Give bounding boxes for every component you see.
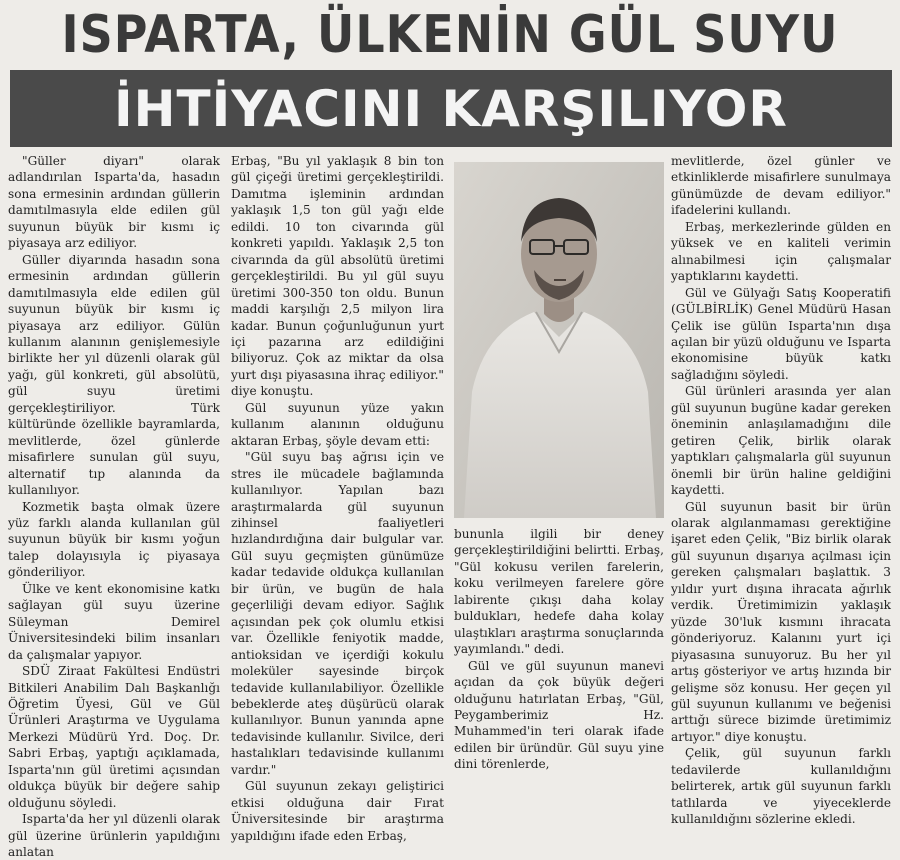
- paragraph: Gül suyunun zekayı geliştirici etkisi olduğuna dair Fırat Üniversitesinde bir araştırma yapıldığını ifade eden Erbaş,: [231, 779, 444, 843]
- article-column-3: [454, 526, 664, 773]
- article-column-2: [231, 153, 444, 844]
- paragraph: Ülke ve kent ekonomisine katkı sağlayan gül suyu üzerine Süleyman Demirel Üniversitesindeki bilim insanları da çalışmalar yapıyor.: [8, 581, 220, 662]
- person-portrait-icon: [454, 162, 664, 518]
- paragraph: Gül suyunun basit bir ürün olarak algılanmaması gerektiğine işaret eden Çelik, "Biz birlik olarak gül suyunun dışarıya açılması için gereken çalışmaları başlattık. 3 yıldır yurt dışına ihracata ağırlık verdik. Üretimimizin yaklaşık yüzde 30'luk kısmını ihracata gönderiyoruz. Kalanını yurt içi piyasasına sunuyoruz. Bu her yıl artış gösteriyor ve artış hızında bir gelişme söz konusu. Her geçen yıl gül suyunun kullanımı ve beğenisi arttığı sürece bizimde üretimimiz artıyor." diye konuştu.: [671, 499, 891, 744]
- paragraph: Isparta'da her yıl düzenli olarak gül üzerine ürünlerin yapıldığını anlatan: [8, 812, 220, 860]
- paragraph: Gül suyunun yüze yakın kullanım alanının olduğunu aktaran Erbaş, şöyle devam etti:: [231, 400, 444, 448]
- paragraph: bununla ilgili bir deney gerçekleştirildiğini belirtti. Erbaş, "Gül kokusu verilen farelerin, koku verilmeyen farelere göre labirente çıkışı daha kolay buldukları, hedefe daha kolay ulaştıkları araştırma sonuçlarında yayımlandı." dedi.: [454, 527, 664, 657]
- paragraph: Gül ve Gülyağı Satış Kooperatifi (GÜLBİRLİK) Genel Müdürü Hasan Çelik ise gülün Isparta'nın dışa açılan bir yüzü olduğunu ve Isparta ekonomisine büyük katkı sağladığını söyledi.: [671, 285, 891, 382]
- paragraph: Çelik, gül suyunun farklı tedavilerde kullanıldığını belirterek, artık gül suyunun farklı tatlılarda ve yiyeceklerde kullanıldığını sözlerine ekledi.: [671, 746, 891, 827]
- paragraph: Güller diyarında hasadın sona ermesinin ardından güllerin damıtılmasıyla elde edilen gül suyunun büyük bir kısmı iç piyasaya arz ediliyor. Gülün kullanım alanının genişlemesiyle birlikte her yıl düzenli olarak gül yağı, gül konkreti, gül absolütü, gül suyu üretimi gerçekleştiriliyor. Türk kültüründe özellikle bayramlarda, mevlitlerde, özel günlerde misafirlere sunulan gül suyu, alternatif tıp alanında da kullanılıyor.: [8, 252, 220, 498]
- paragraph: Kozmetik başta olmak üzere yüz farklı alanda kullanılan gül suyunun büyük bir kısmı yoğun talep dolayısıyla iç piyasaya gönderiliyor.: [8, 499, 220, 580]
- portrait-photo: [454, 162, 664, 518]
- paragraph: "Güller diyarı" olarak adlandırılan Isparta'da, hasadın sona ermesinin ardından güllerin damıtılmasıyla elde edilen gül suyunun büyük bir kısmı iç piyasaya arz ediliyor.: [8, 154, 220, 251]
- paragraph: Gül ürünleri arasında yer alan gül suyunun bugüne kadar gereken öneminin anlaşılamadığını dile getiren Çelik, birlik olarak yaptıkları çalışmalarla gül suyunun önemli bir ürün haline geldiğini kaydetti.: [671, 384, 891, 498]
- paragraph: "Gül suyu baş ağrısı için ve stres ile mücadele bağlamında kullanılıyor. Yapılan bazı araştırmalarda gül suyunun zihinsel faaliyetleri hızlandırdığına dair bulgular var. Gül suyu geçmişten günümüze kadar tedavide oldukça kullanılan bir ürün, ve bugün de hala geçerliliği devam ediyor. Sağlık açısından pek çok olumlu etkisi var. Özellikle feniyotik madde, antioksidan ve içerdiği kokulu moleküler sayesinde birçok tedavide kullanılabiliyor. Özellikle bebeklerde ateş düşürücü olarak kullanılıyor. Bunun yanında apne tedavisinde kullanılır. Sivilce, deri hastalıkları tedavisinde kullanımı vardır.": [231, 450, 444, 777]
- headline-line-2: İHTİYACINI KARŞILIYOR: [10, 70, 892, 147]
- paragraph: mevlitlerde, özel günler ve etkinliklerde misafirlere sunulmaya günümüzde de devam ediliyor." ifadelerini kullandı.: [671, 154, 891, 218]
- article-column-1: [8, 153, 220, 860]
- paragraph: Gül ve gül suyunun manevi açıdan da çok büyük değeri olduğunu hatırlatan Erbaş, "Gül, Peygamberimiz Hz. Muhammed'in teri olarak ifade edilen bir üründür. Gül suyu yine dini törenlerde,: [454, 658, 664, 772]
- article-column-4: [671, 153, 891, 828]
- paragraph: Erbaş, merkezlerinde gülden en yüksek ve en kaliteli verimin alınabilmesi için çalışmalar yaptıklarını kaydetti.: [671, 219, 891, 284]
- headline-line-1: ISPARTA, ÜLKENİN GÜL SUYU: [61, 3, 839, 65]
- paragraph: Erbaş, "Bu yıl yaklaşık 8 bin ton gül çiçeği üretimi gerçekleştirildi. Damıtma işleminin ardından yaklaşık 1,5 ton gül yağı elde edildi. 10 ton civarında gül konkreti yapıldı. Yaklaşık 2,5 ton civarında da gül absolütü üretimi gerçekleştirildi. Bu yıl gül suyu üretimi 300-350 ton oldu. Bunun maddi karşılığı 2,5 milyon lira kadar. Bunun çoğunluğunun yurt içi pazarına arz edildiğini biliyoruz. Çok az miktar da olsa yurt dışı piyasasına ihraç ediliyor." diye konuştu.: [231, 154, 444, 399]
- paragraph: SDÜ Ziraat Fakültesi Endüstri Bitkileri Anabilim Dalı Başkanlığı Öğretim Üyesi, Gül ve Gül Ürünleri Araştırma ve Uygulama Merkezi Müdürü Yrd. Doç. Dr. Sabri Erbaş, yaptığı açıklamada, Isparta'nın gül üretimi açısından oldukça büyük bir değere sahip olduğunu söyledi.: [8, 664, 220, 810]
